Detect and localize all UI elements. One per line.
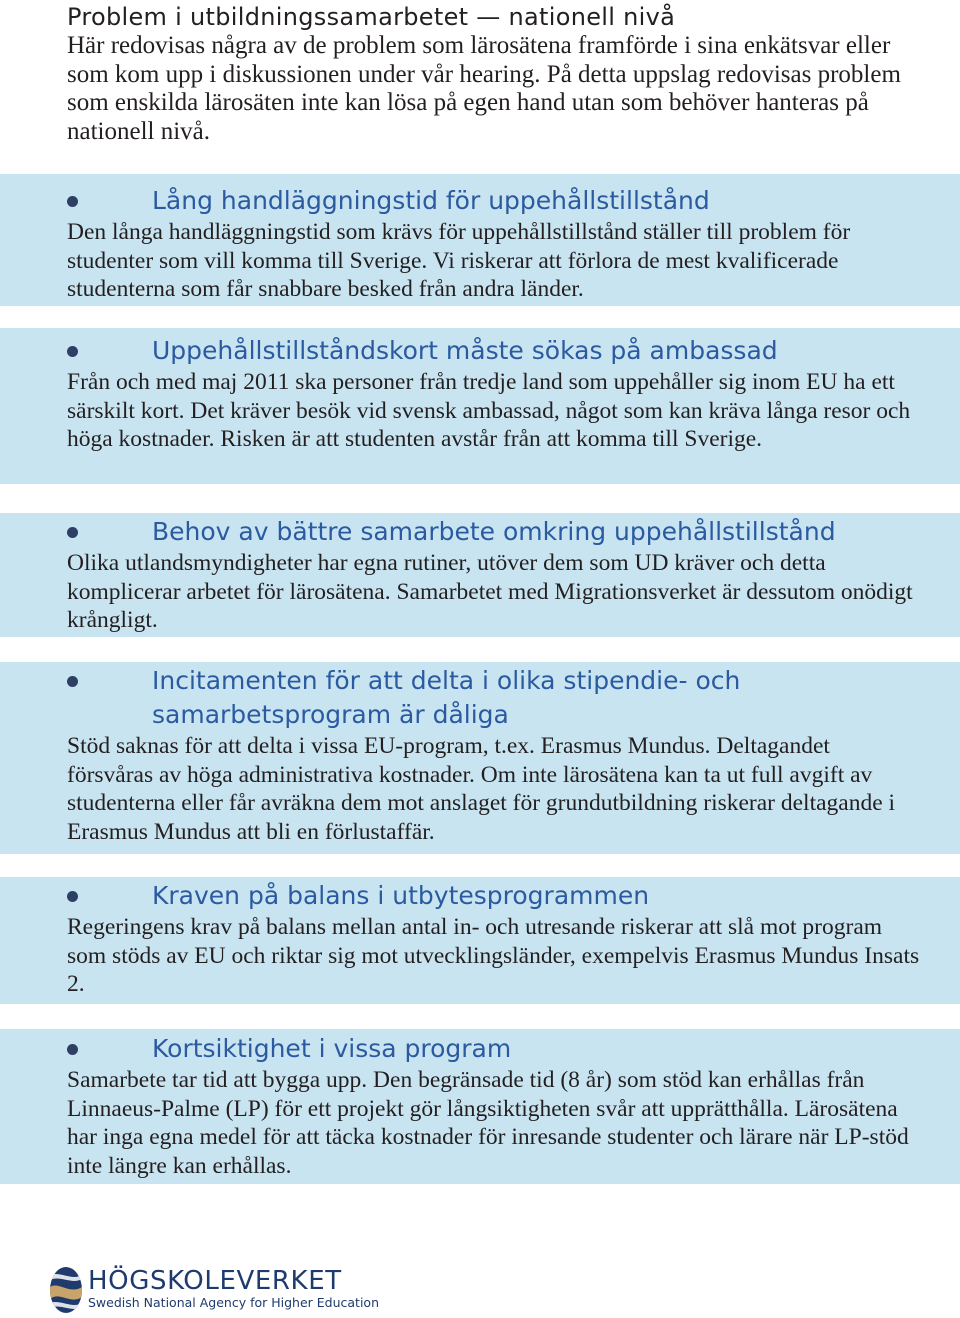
bullet-icon: [67, 196, 78, 207]
problem-body: Stöd saknas för att delta i vissa EU-program, t.ex. Erasmus Mundus. Deltagandet försvåras av höga administrativa kostnader. Om inte lärosätena kan ta ut full avgift av studenterna eller får avräkna dem mot anslaget för grundutbildning riskerar deltagande i Erasmus Mundus att bli en förlustaffär.: [67, 733, 896, 845]
page-header: [67, 2, 937, 146]
problem-title: Lång handläggningstid för uppehållstillstånd: [152, 186, 710, 215]
problem-body: Regeringens krav på balans mellan antal in- och utresande riskerar att slå mot program som stöds av EU och riktar sig mot utvecklingsländer, exempelvis Erasmus Mundus Insats 2.: [67, 914, 920, 997]
problem-body: Olika utlandsmyndigheter har egna rutiner, utöver dem som UD kräver och detta komplicerar arbetet för lärosätena. Samarbetet med Migrationsverket är dessutom onödigt krångligt.: [67, 550, 913, 633]
problem-section-short-term: [0, 1029, 960, 1184]
bullet-icon: [67, 527, 78, 538]
problem-title: Kortsiktighet i vissa program: [152, 1034, 512, 1063]
brand-name: HÖGSKOLEVERKET: [88, 1266, 342, 1296]
problem-section-balance: [0, 877, 960, 1004]
problem-body: Den långa handläggningstid som krävs för uppehållstillstånd ställer till problem för studenter som vill komma till Sverige. Vi riskerar att förlora de mest kvalificerade studenterna som får snabbare besked från andra länder.: [67, 219, 851, 302]
problem-body: Från och med maj 2011 ska personer från tredje land som uppehåller sig inom EU ha ett särskilt kort. Det kräver besök vid svensk ambassad, något som kan kräva långa resor och höga kostnader. Risken är att studenten avstår från att komma till Sverige.: [67, 369, 911, 452]
problem-section-incentives: [0, 662, 960, 854]
problem-heading-row: [67, 664, 920, 732]
problem-heading-row: [67, 515, 920, 549]
bullet-icon: [67, 1044, 78, 1055]
hogskoleverket-logo: [50, 1264, 379, 1314]
brand-subtitle: Swedish National Agency for Higher Education: [88, 1295, 379, 1310]
problem-heading-row: [67, 1032, 920, 1066]
problem-title: Behov av bättre samarbete omkring uppehållstillstånd: [152, 517, 836, 546]
bullet-icon: [67, 891, 78, 902]
problem-title: Uppehållstillståndskort måste sökas på ambassad: [152, 336, 778, 365]
problem-section-residence-card: [0, 328, 960, 484]
bullet-icon: [67, 346, 78, 357]
problem-section-processing-time: [0, 174, 960, 306]
problem-section-cooperation: [0, 513, 960, 637]
bullet-icon: [67, 676, 78, 687]
problem-title: Incitamenten för att delta i olika stipendie- och samarbetsprogram är dåliga: [152, 666, 741, 729]
problem-title: Kraven på balans i utbytesprogrammen: [152, 881, 650, 910]
intro-text: Här redovisas några av de problem som lärosätena framförde i sina enkätsvar eller som kom upp i diskussionen under vår hearing. På detta uppslag redovisas problem som enskilda lärosäten inte kan lösa på egen hand utan som behöver hanteras på nationell nivå.: [67, 32, 901, 145]
globe-icon: [50, 1267, 82, 1313]
page-title: Problem i utbildningssamarbetet — nationell nivå: [67, 3, 676, 31]
problem-heading-row: [67, 879, 920, 913]
problem-heading-row: [67, 184, 920, 218]
problem-body: Samarbete tar tid att bygga upp. Den begränsade tid (8 år) som stöd kan erhållas från Linnaeus-Palme (LP) för ett projekt gör långsiktigheten svår att upprätthålla. Lärosätena har inga egna medel för att täcka kostnader för inresande studenter och lärare när LP-stöd inte längre kan erhållas.: [67, 1067, 909, 1179]
problem-heading-row: [67, 334, 920, 368]
